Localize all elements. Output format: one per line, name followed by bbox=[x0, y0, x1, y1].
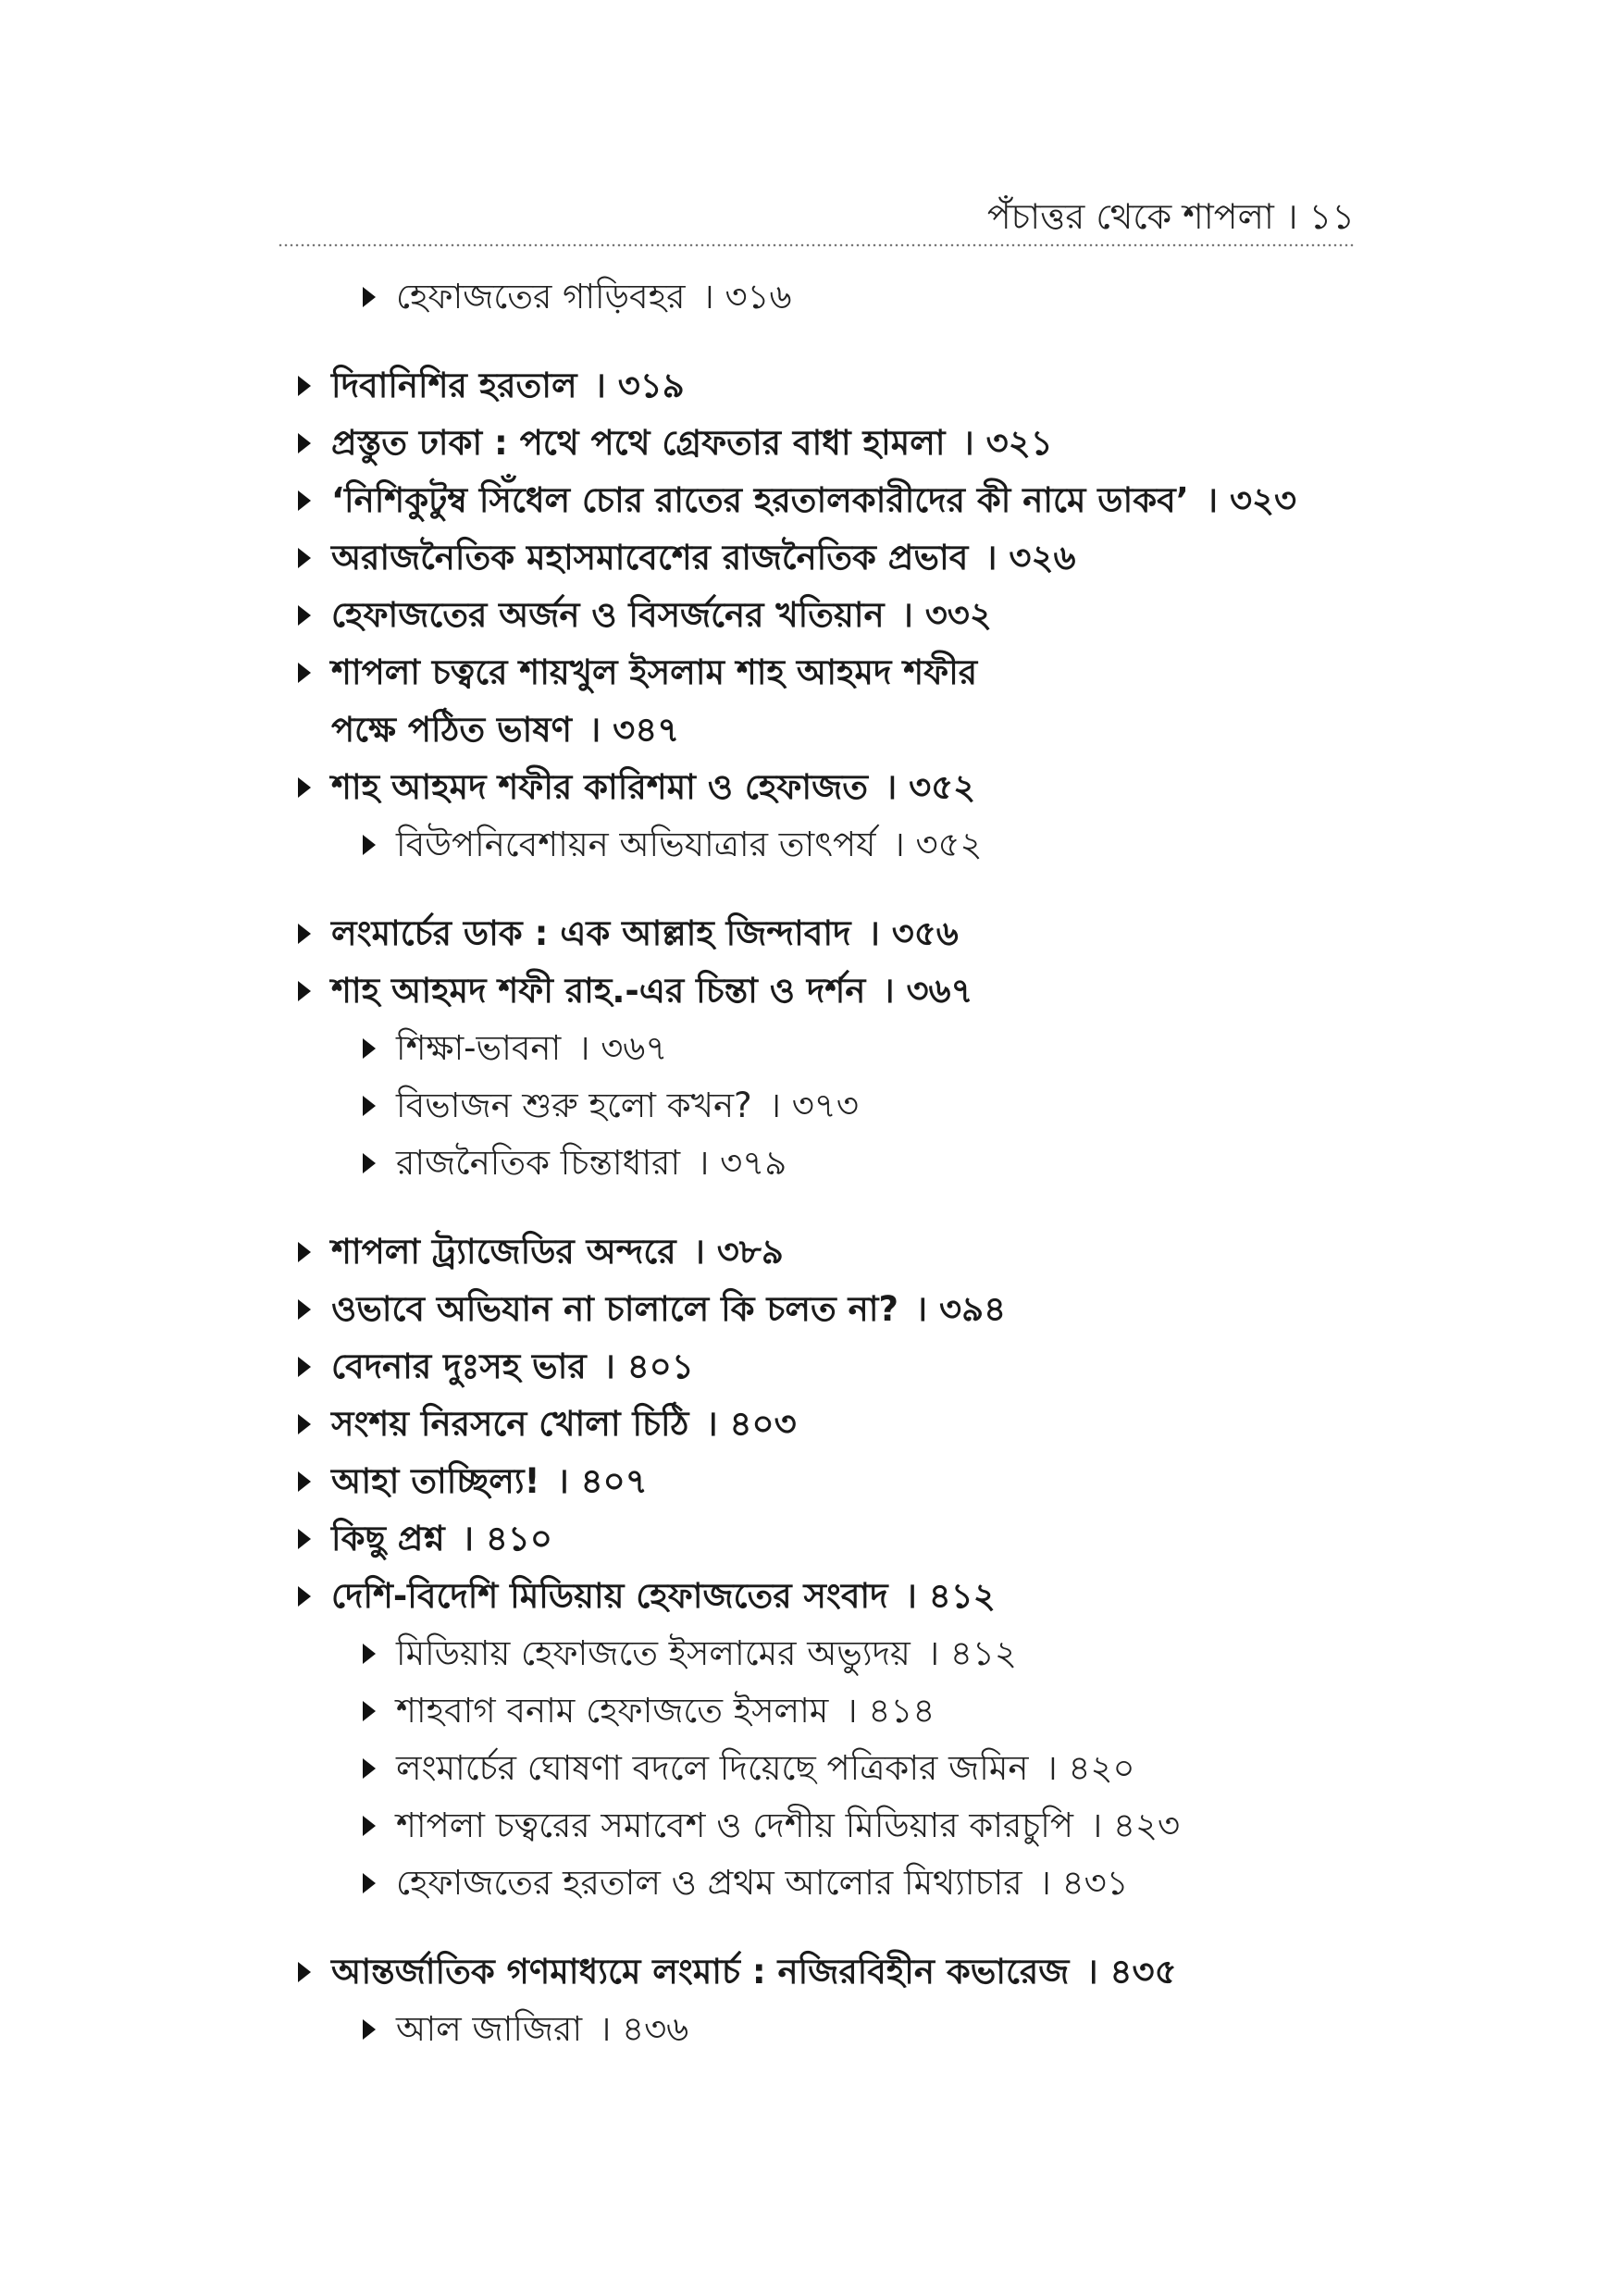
page-number: ৩৭৯ bbox=[720, 1143, 787, 1183]
toc-entry[interactable]: মিডিয়ায় হেফাজতে ইসলামের অভ্যুদয় । ৪১২ bbox=[396, 1633, 1017, 1673]
page-number: ৩৫২ bbox=[915, 825, 983, 864]
entry-title: রাজনৈতিক চিন্তাধারা bbox=[396, 1143, 681, 1183]
entry-title: শাহ আহমদ শফীর কারিশমা ও হেফাজত bbox=[331, 767, 868, 807]
page-number: ৩৫৬ bbox=[891, 913, 959, 953]
entry-title: প্রস্তুত ঢাকা : পথে পথে গ্রেফতার বাধা হামলা bbox=[331, 423, 946, 463]
toc-entry[interactable]: শাপলা চত্বরে শায়খুল ইসলাম শাহ আহমদ শফীর পক্ষে পঠিত ভাষণ । ৩৪৭ bbox=[331, 652, 978, 750]
entry-title: শিক্ষা-ভাবনা bbox=[396, 1028, 562, 1068]
page-number: ৪৩৫ bbox=[1109, 1952, 1177, 1992]
entry-title: বেদনার দুঃসহ ভার bbox=[331, 1347, 587, 1386]
entry-title: হেফাজতের গাড়িবহর bbox=[396, 277, 686, 316]
table-of-contents bbox=[294, 268, 1355, 2058]
page-number: ৩৫২ bbox=[909, 767, 976, 807]
page-number: ৩৬৭ bbox=[906, 971, 973, 1011]
toc-entry[interactable]: রাজনৈতিক চিন্তাধারা । ৩৭৯ bbox=[396, 1143, 787, 1183]
entry-title: বিভাজন শুরু হলো কখন? bbox=[396, 1086, 752, 1125]
toc-entry[interactable]: আল জাজিরা । ৪৩৬ bbox=[396, 2009, 689, 2049]
page-number: ৪০৩ bbox=[729, 1404, 797, 1444]
toc-entry[interactable]: দিবানিশির হরতাল । ৩১৯ bbox=[331, 366, 685, 405]
page-number: ৪১২ bbox=[928, 1576, 996, 1616]
toc-entry[interactable]: অরাজনৈতিক মহাসমাবেশের রাজনৈতিক প্রভাব । ৩২৬ bbox=[331, 538, 1076, 577]
entry-title-continued: পক্ষে পঠিত ভাষণ bbox=[331, 710, 573, 750]
page-number: ৪০১ bbox=[626, 1347, 694, 1386]
dotted-rule bbox=[278, 242, 1355, 250]
entry-title: দেশি-বিদেশি মিডিয়ায় হেফাজতের সংবাদ bbox=[331, 1576, 888, 1616]
toc-entry[interactable]: শাপলা ট্র্যাজেডির অন্দরে । ৩৮৯ bbox=[331, 1232, 784, 1272]
toc-entry[interactable]: শাহ আহমদ শফীর কারিশমা ও হেফাজত । ৩৫২ bbox=[331, 767, 976, 807]
page-number: ৪০৭ bbox=[580, 1461, 648, 1501]
toc-entry[interactable]: শাহবাগ বনাম হেফাজতে ইসলাম । ৪১৪ bbox=[396, 1691, 935, 1731]
page-number: ৪২৩ bbox=[1112, 1806, 1181, 1845]
toc-entry[interactable]: শাপলা চত্বরের সমাবেশ ও দেশীয় মিডিয়ার কারচুপি । ৪২৩ bbox=[396, 1806, 1181, 1845]
entry-title: ওভাবে অভিযান না চালালে কি চলত না? bbox=[331, 1289, 898, 1329]
toc-entry[interactable]: বিউপনিবেশায়ন অভিযাত্রার তাৎপর্য । ৩৫২ bbox=[396, 825, 983, 864]
page-number: ৪১০ bbox=[485, 1519, 552, 1558]
entry-title: শাপলা চত্বরের সমাবেশ ও দেশীয় মিডিয়ার কারচুপি bbox=[396, 1806, 1073, 1845]
entry-title: ‘নিশিকুটুম্ব সিঁধেল চোর রাতের হরতালকারীদের কী নামে ডাকব’ bbox=[331, 480, 1189, 520]
page-number: ৪২০ bbox=[1068, 1748, 1135, 1788]
toc-entry[interactable]: শাহ আহমদ শফী রাহ.-এর চিন্তা ও দর্শন । ৩৬৭ bbox=[331, 971, 973, 1011]
toc-entry[interactable]: হেফাজতের হরতাল ও প্রথম আলোর মিথ্যাচার । ৪৩১ bbox=[396, 1863, 1129, 1903]
entry-title: হেফাজতের অর্জন ও বিসর্জনের খতিয়ান bbox=[331, 595, 885, 635]
running-header: পঁচাত্তর থেকে শাপলা । ১১ bbox=[986, 196, 1355, 237]
page-number: ৩২৬ bbox=[1009, 538, 1076, 577]
entry-title: শাহ আহমদ শফী রাহ.-এর চিন্তা ও দর্শন bbox=[331, 971, 866, 1011]
entry-title: আন্তর্জাতিক গণমাধ্যমে লংমার্চ : নজিরবিহীন কভারেজ bbox=[331, 1952, 1070, 1992]
toc-entry[interactable]: বেদনার দুঃসহ ভার । ৪০১ bbox=[331, 1347, 694, 1386]
toc-entry[interactable]: হেফাজতের অর্জন ও বিসর্জনের খতিয়ান । ৩৩২ bbox=[331, 595, 992, 635]
entry-title: শাপলা চত্বরে শায়খুল ইসলাম শাহ আহমদ শফীর bbox=[331, 652, 978, 692]
page-number: ৩২১ bbox=[985, 423, 1053, 463]
toc-entry[interactable]: লংমার্চের ডাক : এক আল্লাহ জিন্দাবাদ । ৩৫৬ bbox=[331, 913, 959, 953]
entry-title: বিউপনিবেশায়ন অভিযাত্রার তাৎপর্য bbox=[396, 825, 876, 864]
toc-entry[interactable]: শিক্ষা-ভাবনা । ৩৬৭ bbox=[396, 1028, 668, 1068]
entry-title: কিছু প্রশ্ন bbox=[331, 1519, 445, 1558]
entry-title: হেফাজতের হরতাল ও প্রথম আলোর মিথ্যাচার bbox=[396, 1863, 1022, 1903]
entry-title: অরাজনৈতিক মহাসমাবেশের রাজনৈতিক প্রভাব bbox=[331, 538, 969, 577]
page-number: ৩২৩ bbox=[1229, 480, 1297, 520]
page-number: ৪১৪ bbox=[868, 1691, 935, 1731]
page-number: ৩৩২ bbox=[924, 595, 992, 635]
toc-entry[interactable]: সংশয় নিরসনে খোলা চিঠি । ৪০৩ bbox=[331, 1404, 797, 1444]
page-number: ৩৮৯ bbox=[716, 1232, 784, 1272]
entry-title: আল জাজিরা bbox=[396, 2009, 583, 2049]
page-number: ৩১৯ bbox=[617, 366, 685, 405]
entry-title: দিবানিশির হরতাল bbox=[331, 366, 577, 405]
page-number: ৪৩১ bbox=[1061, 1863, 1129, 1903]
page-number: ৩৬৭ bbox=[601, 1028, 668, 1068]
toc-entry[interactable]: ‘নিশিকুটুম্ব সিঁধেল চোর রাতের হরতালকারীদের কী নামে ডাকব’ । ৩২৩ bbox=[331, 480, 1297, 520]
entry-title: লংমার্চের ঘোষণা বদলে দিয়েছে পত্রিকার জমিন bbox=[396, 1748, 1029, 1788]
page-number: ৪১২ bbox=[949, 1633, 1017, 1673]
toc-entry[interactable]: হেফাজতের গাড়িবহর । ৩১৬ bbox=[396, 277, 792, 316]
toc-entry[interactable]: আন্তর্জাতিক গণমাধ্যমে লংমার্চ : নজিরবিহীন কভারেজ । ৪৩৫ bbox=[331, 1952, 1177, 1992]
entry-title: লংমার্চের ডাক : এক আল্লাহ জিন্দাবাদ bbox=[331, 913, 851, 953]
toc-entry[interactable]: দেশি-বিদেশি মিডিয়ায় হেফাজতের সংবাদ । ৪১২ bbox=[331, 1576, 996, 1616]
entry-title: শাহবাগ বনাম হেফাজতে ইসলাম bbox=[396, 1691, 829, 1731]
page-number: ৪৩৬ bbox=[622, 2009, 689, 2049]
toc-entry[interactable]: প্রস্তুত ঢাকা : পথে পথে গ্রেফতার বাধা হামলা । ৩২১ bbox=[331, 423, 1053, 463]
toc-entry[interactable]: বিভাজন শুরু হলো কখন? । ৩৭৩ bbox=[396, 1086, 859, 1125]
entry-title: মিডিয়ায় হেফাজতে ইসলামের অভ্যুদয় bbox=[396, 1633, 911, 1673]
entry-title: আহা তাচ্ছিল্য! bbox=[331, 1461, 540, 1501]
page-number: ৩৭৩ bbox=[791, 1086, 859, 1125]
page-number: ৩৯৪ bbox=[939, 1289, 1007, 1329]
toc-entry[interactable]: আহা তাচ্ছিল্য! । ৪০৭ bbox=[331, 1461, 648, 1501]
toc-entry[interactable]: ওভাবে অভিযান না চালালে কি চলত না? । ৩৯৪ bbox=[331, 1289, 1007, 1329]
page-number: ৩১৬ bbox=[725, 277, 792, 316]
toc-entry[interactable]: কিছু প্রশ্ন । ৪১০ bbox=[331, 1519, 552, 1558]
entry-title: শাপলা ট্র্যাজেডির অন্দরে bbox=[331, 1232, 676, 1272]
toc-entry[interactable]: লংমার্চের ঘোষণা বদলে দিয়েছে পত্রিকার জমিন । ৪২০ bbox=[396, 1748, 1135, 1788]
page-number: ৩৪৭ bbox=[613, 710, 680, 750]
entry-title: সংশয় নিরসনে খোলা চিঠি bbox=[331, 1404, 689, 1444]
